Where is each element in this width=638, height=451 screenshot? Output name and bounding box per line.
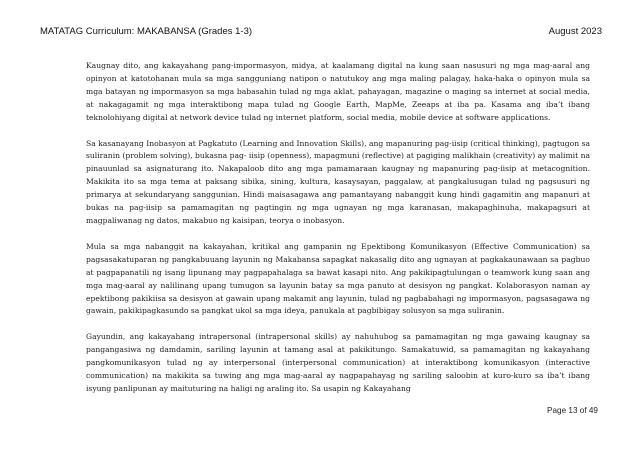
document-title: MATATAG Curriculum: MAKABANSA (Grades 1-3) — [40, 26, 253, 37]
paragraph-learning-innovation-skills: Sa kasanayang Inobasyon at Pagkatuto (Learning and Innovation Skills), ang mapanuring pag-iisip (critical thinking), pagtugon sa suliranin (problem solving), bukasna pag- iisip (openness), mapagmuni (reflective) at pagiging malikhain (creativity) ay malimit na pinauunlad sa asignaturang ito. Nakapaloob dito ang mga pamamaraan kaugnay ng mapanuring pag-iisip at metacognition. Makikita ito sa mga tema at paksang sibika, sining, kultura, kasaysayan, paggalaw, at pangkalusugan tulad ng pagsusuri ng primarya at sekundaryang sanggunian. Hindi maisasagawa ang pamantayang nabanggit kung hindi gagamitin ang mapanuri at bukas na pag-iisip sa pamamagitan ng pagtingin ng mga ugnayan ng mga karanasan, makapaghinuha, makapagsuri at magpaliwanag ng datos, makabuo ng kaisipan, teorya o inobasyon. — [86, 138, 590, 225]
page-number: Page 13 of 49 — [547, 406, 598, 415]
document-date: August 2023 — [548, 26, 602, 37]
paragraph-effective-communication: Mula sa mga nabanggit na kakayahan, kritikal ang gampanin ng Epektibong Komunikasyon (Effective Communication) sa pagsasakatuparan ng pangkabuuang layunin ng Makabansa sapagkat nakasalig dito ang ugnayan at pagkakaunawaan sa pagbuo at pagpapanatili ng isang lipunang may pagpapahalaga sa bawat kasapi nito. Ang pakikipagtulungan o teamwork kung saan ang mga mag-aaral ay nalilinang upang tumugon sa layunin batay sa mga panuto at desisyon ng pangkat. Kolaborasyon naman ay epektibong pakikiisa sa desisyon at gawain upang makamit ang layunin, tulad ng pagbabahagi ng impormasyon, pagsasagawa ng gawain, pakikipagkasundo sa pangkat ukol sa mga ideya, panukala at pagbibigay solusyon sa mga suliranin. — [86, 241, 590, 316]
paragraph-information-media-literacy: Kaugnay dito, ang kakayahang pang-impormasyon, midya, at kaalamang digital na kung saan nasusuri ng mga mag-aaral ang opinyon at katotohanan mula sa mga sangguniang natipon o natutukoy ang mga maling palagay, haka-haka o opinyon mula sa mga batayan ng impormasyon sa mga babasahin tulad ng mga aklat, pahayagan, magazine o maging sa internet at social media, at nakagagamit ng mga interaktibong mapa tulad ng Google Earth, MapMe, Zeeaps at iba pa. Kasama ang iba’t ibang teknolohiyang digital at network device tulad ng internet platform, social media, mobile device at software applications. — [86, 61, 590, 122]
document-body — [86, 60, 590, 409]
paragraph-intrapersonal-skills: Gayundin, ang kakayahang intrapersonal (intrapersonal skills) ay nahuhubog sa pamamagitan ng mga gawaing kaugnay sa pangangasiwa ng damdamin, sariling layunin at tamang asal at pakikitungo. Samakatuwid, sa pamamagitan ng kakayahang pangkomunikasyon tulad ng ay interpersonal (interpersonal communication) at interaktibong komunikasyon (interactive communication) na makikita sa tuwing ang mga mag-aaral ay nagpapahayag ng sariling saloobin at kuro-kuro sa iba’t ibang isyung panlipunan ay maituturing na haligi ng araling ito. Sa usapin ng Kakayahang — [86, 332, 590, 393]
page-header — [40, 25, 602, 39]
